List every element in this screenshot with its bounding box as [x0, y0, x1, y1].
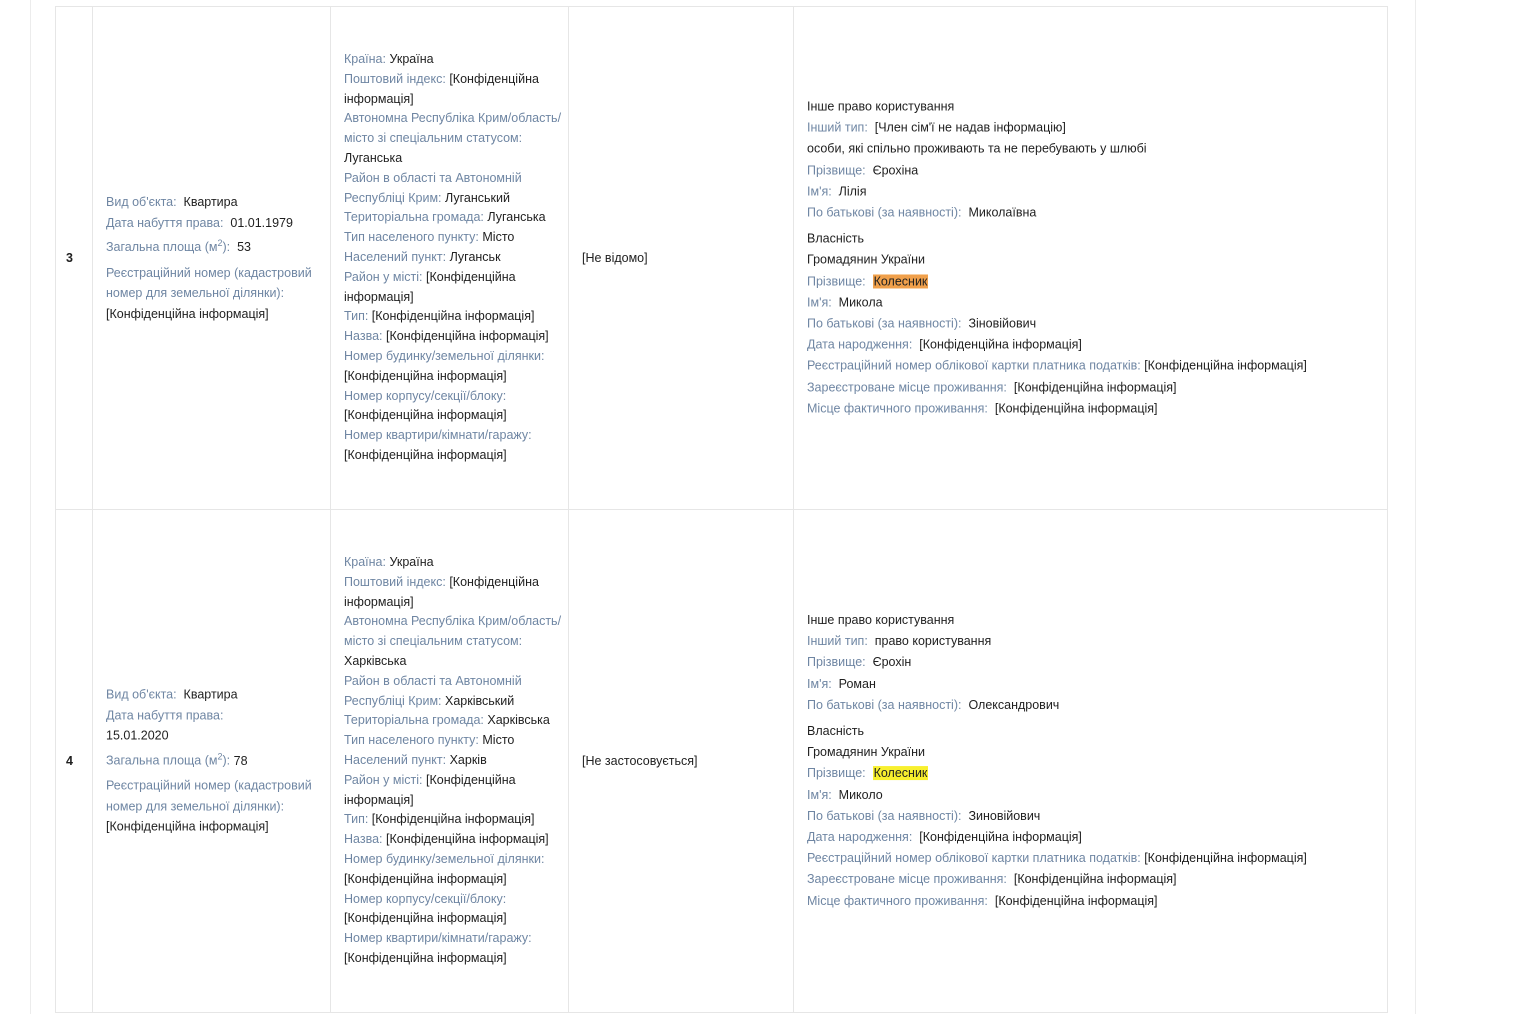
- reg-number-label: Реєстраційний номер (кадастровий номер для земельної ділянки):: [106, 265, 312, 301]
- birth-date-value: [Конфіденційна інформація]: [919, 830, 1082, 845]
- area-label: Загальна площа $(м^2)$:: [106, 237, 231, 255]
- ownership-title: Власність: [807, 231, 865, 246]
- note-cell: [569, 7, 794, 509]
- other-type-value: [Член сім'ї не надав інформацію]: [874, 120, 1066, 135]
- object-kind-label: Вид об'єкта:: [106, 687, 177, 702]
- rights-info: Інше право користування Інший тип: [Член сім'ї не надав інформацію] особи, які спільно проживають та не перебувають у шлюбі Прізвище: Єрохіна Ім'я: Лілія По батькові (за наявності): Миколаївна Власність Громадянин України Прізвище: Колесник Ім'я: Микола По батькові (за наявності): Зіновійович Дата народження: [Конфіденційна інформація] Реєстраційний номер облікової картки платника податків: [Конфіденційна інформація] Зареєстроване місце проживання: [Конфіденційна інформація] Місце фактичного проживання: [Конфіденційна інформація]: [807, 96, 1382, 419]
- reg-number-label: Реєстраційний номер (кадастровий номер для земельної ділянки):: [106, 778, 312, 814]
- tax-number-value: [Конфіденційна інформація]: [1144, 851, 1307, 866]
- address-line: Країна: Україна: [344, 555, 434, 570]
- citizenship: Громадянин України: [807, 745, 925, 760]
- object-info: [106, 192, 321, 324]
- page-frame-right: [1415, 0, 1416, 1014]
- other-right-title: Інше право користування: [807, 613, 955, 628]
- reg-place-value: [Конфіденційна інформація]: [1013, 872, 1177, 887]
- address-line: Населений пункт: Луганськ: [344, 250, 501, 265]
- address-line: Населений пункт: Харків: [344, 753, 487, 768]
- fact-place-value: [Конфіденційна інформація]: [994, 893, 1158, 908]
- address-info: [344, 553, 564, 969]
- note-value: [Не відомо]: [582, 251, 648, 265]
- ownership-title: Власність: [807, 724, 865, 739]
- area-value: 53: [237, 240, 252, 255]
- page-frame-left: [30, 0, 31, 1014]
- address-line: Район у місті: [Конфіденційна інформація]: [344, 772, 516, 807]
- object-cell: [93, 7, 331, 509]
- tax-number-value: [Конфіденційна інформація]: [1144, 358, 1307, 373]
- address-line: Номер корпусу/секції/блоку: [Конфіденційна інформація]: [344, 388, 507, 423]
- note-cell: [569, 510, 794, 1012]
- owner-patronymic-value: Зиновійович: [968, 808, 1041, 823]
- citizenship: Громадянин України: [807, 252, 925, 267]
- address-line: Район в області та Автономній Республіці Крим: Харківський: [344, 673, 522, 708]
- address-line: Номер квартири/кімнати/гаражу: [Конфіденційна інформація]: [344, 428, 532, 463]
- patronymic-value: Олександрович: [968, 697, 1060, 712]
- birth-date-value: [Конфіденційна інформація]: [919, 337, 1082, 352]
- surname-value: Єрохіна: [872, 163, 919, 178]
- row-number: 4: [66, 754, 73, 768]
- object-kind-value: Квартира: [183, 687, 238, 702]
- owner-surname-highlight: Колесник: [873, 274, 928, 289]
- address-line: Тип населеного пункту: Місто: [344, 230, 515, 245]
- patronymic-value: Миколаївна: [968, 205, 1037, 220]
- object-cell: [93, 510, 331, 1012]
- owner-name-value: Микола: [838, 295, 883, 310]
- row-number-cell: [56, 510, 93, 1012]
- reg-number-value: [Конфіденційна інформація]: [106, 306, 269, 321]
- address-line: Автономна Республіка Крим/область/місто зі спеціальним статусом: Луганська: [344, 111, 562, 166]
- object-kind-label: Вид об'єкта:: [106, 194, 177, 209]
- address-line: Номер корпусу/секції/блоку: [Конфіденційна інформація]: [344, 891, 507, 926]
- address-line: Район у місті: [Конфіденційна інформація]: [344, 269, 516, 304]
- other-type-extra: особи, які спільно проживають та не перебувають у шлюбі: [807, 141, 1147, 156]
- address-line: Поштовий індекс: [Конфіденційна інформація]: [344, 574, 539, 609]
- area-label: Загальна площа $(м^2)$:: [106, 751, 231, 768]
- address-line: Поштовий індекс: [Конфіденційна інформація]: [344, 71, 539, 106]
- address-line: Тип населеного пункту: Місто: [344, 733, 515, 748]
- address-info: [344, 50, 564, 466]
- rights-cell: [794, 510, 1389, 1012]
- area-value: 78: [233, 753, 248, 768]
- acquire-date-value: 01.01.1979: [230, 215, 293, 230]
- note-value: [Не застосовується]: [582, 754, 698, 768]
- owner-name-value: Миколо: [838, 787, 883, 802]
- object-kind-value: Квартира: [183, 194, 238, 209]
- table-row: [55, 509, 1388, 1013]
- address-line: Автономна Республіка Крим/область/місто зі спеціальним статусом: Харківська: [344, 614, 562, 669]
- acquire-date-label: Дата набуття права:: [106, 708, 224, 723]
- row-number: 3: [66, 251, 73, 265]
- address-line: Номер квартири/кімнати/гаражу: [Конфіденційна інформація]: [344, 931, 532, 966]
- acquire-date-label: Дата набуття права:: [106, 215, 224, 230]
- table-row: [55, 6, 1388, 509]
- reg-place-value: [Конфіденційна інформація]: [1013, 380, 1177, 395]
- address-line: Територіальна громада: Луганська: [344, 210, 546, 225]
- address-line: Тип: [Конфіденційна інформація]: [344, 812, 535, 827]
- address-cell: [331, 510, 569, 1012]
- other-right-title: Інше право користування: [807, 99, 955, 114]
- owner-surname-highlight: Колесник: [873, 766, 928, 781]
- name-value: Лілія: [838, 184, 867, 199]
- object-info: [106, 685, 321, 838]
- address-line: Назва: [Конфіденційна інформація]: [344, 329, 549, 344]
- other-type-value: право користування: [874, 634, 992, 649]
- rights-cell: [794, 7, 1389, 509]
- acquire-date-value: 15.01.2020: [106, 728, 169, 743]
- name-value: Роман: [838, 676, 876, 691]
- row-number-cell: [56, 7, 93, 509]
- surname-value: Єрохін: [872, 655, 912, 670]
- address-cell: [331, 7, 569, 509]
- rights-info: Інше право користування Інший тип: право користування Прізвище: Єрохін Ім'я: Роман По батькові (за наявності): Олександрович Власність Громадянин України Прізвище: Колесник Ім'я: Миколо По батькові (за наявності): Зиновійович Дата народження: [Конфіденційна інформація] Реєстраційний номер облікової картки платника податків: [Конфіденційна інформація] Зареєстроване місце проживання: [Конфіденційна інформація] Місце фактичного проживання: [Конфіденційна інформація]: [807, 610, 1382, 912]
- address-line: Номер будинку/земельної ділянки: [Конфіденційна інформація]: [344, 852, 545, 886]
- address-line: Тип: [Конфіденційна інформація]: [344, 309, 535, 324]
- address-line: Країна: Україна: [344, 52, 434, 67]
- address-line: Номер будинку/земельної ділянки: [Конфіденційна інформація]: [344, 349, 545, 383]
- owner-patronymic-value: Зіновійович: [968, 316, 1037, 331]
- address-line: Назва: [Конфіденційна інформація]: [344, 832, 549, 847]
- fact-place-value: [Конфіденційна інформація]: [994, 401, 1158, 416]
- address-line: Район в області та Автономній Республіці Крим: Луганський: [344, 170, 522, 205]
- address-line: Територіальна громада: Харківська: [344, 713, 550, 728]
- reg-number-value: [Конфіденційна інформація]: [106, 819, 269, 834]
